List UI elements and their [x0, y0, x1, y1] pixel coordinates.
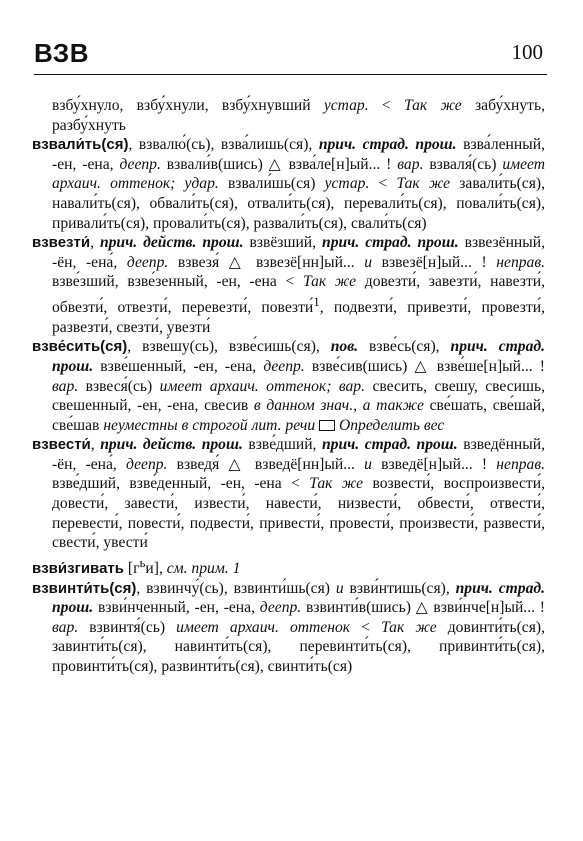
- entry-text: вар.: [52, 618, 79, 636]
- entry-text: , взве́шу(сь), взве́сишь(ся),: [127, 338, 331, 356]
- entry-text: взва́ленный, -ен, -ена,: [52, 136, 545, 173]
- entry-text: деепр.: [126, 253, 169, 271]
- entry-text: прич. действ. прош.: [100, 436, 243, 454]
- entry-text: взве́сь(ся),: [358, 338, 451, 356]
- entry-text: довезти́, завезти́, навезти́, обвезти́, отвезти́, перевезти́, повезти́: [52, 273, 546, 317]
- entry-text: забу́хнуть, разбу́хнуть: [52, 97, 546, 134]
- entry-text: взвали́шь(ся): [218, 175, 325, 193]
- entry-text: Так же: [309, 475, 364, 493]
- headword: взве́сить(ся): [32, 338, 128, 356]
- entry-vzvizgivat: [32, 553, 545, 579]
- entry-text: и: [335, 579, 344, 597]
- entry-text: вар.: [52, 377, 79, 395]
- entry-text: прич. страд. прош.: [321, 436, 458, 454]
- entry-text: возвести́, воспроизвести́, довести́, завести́, извести́, навести́, низвести́, обвести́, отвести́, перевести́, повести́, подвести́, привести́, провести́, произвести́, развести́, свести́, увести́: [52, 475, 545, 552]
- entry-text: и],: [145, 560, 167, 578]
- entry-text: имеет архаич. оттенок: [176, 618, 351, 636]
- entry-text: взвёзший,: [243, 234, 323, 252]
- entry-text: взве́шенный, -ен, -ена,: [93, 357, 264, 375]
- entry-text: имеет архаич. оттенок; удар.: [52, 155, 545, 193]
- page-header: [34, 38, 543, 74]
- entry-text: деепр.: [126, 455, 168, 473]
- entry-text: , взвинчу́(сь), взвинти́шь(ся): [136, 579, 336, 597]
- square-box-icon: [319, 420, 335, 431]
- entry-text: <: [368, 97, 405, 114]
- entry-text: <: [350, 618, 382, 636]
- entry-text: ,: [90, 234, 100, 252]
- entry-text: см. прим. 1: [166, 560, 241, 578]
- entry-text: взве́сив(шись) △ взве́ше[н]ый... !: [304, 357, 545, 375]
- entry-text: взвеся́(сь): [78, 377, 160, 395]
- entry-text: взвинти́в(шись) △ взви́нче[н]ый... !: [301, 599, 545, 617]
- entry-text: пов.: [330, 338, 359, 356]
- entry-text: взви́нченный, -ен, -ена,: [93, 599, 260, 617]
- entry-text: прич. действ. прош.: [99, 234, 244, 252]
- entry-text: прич. страд. прош.: [322, 234, 459, 252]
- entry-text: Так же: [396, 175, 451, 193]
- headword: взвали́ть(ся): [32, 136, 129, 154]
- entry-text: взбу́хнуло, взбу́хнули, взбу́хнувший: [52, 97, 324, 114]
- entry-text: , взвалю́(сь), взва́лишь(ся),: [128, 136, 319, 154]
- entry-text: неуместны в строгой лит. речи: [103, 416, 316, 434]
- headword: взвинти́ть(ся): [32, 579, 137, 597]
- entry-vzvesit: [32, 337, 545, 435]
- entry-text: деепр.: [263, 357, 305, 375]
- entry-text: взве́дший,: [242, 436, 322, 454]
- entry-text: и: [364, 455, 372, 473]
- entry-text: деепр.: [119, 155, 161, 173]
- entry-text: вар.: [397, 155, 424, 173]
- entry-vzvezti: [32, 233, 545, 337]
- header-rule: [34, 74, 547, 75]
- entry-text: взви́нтишь(ся),: [343, 579, 456, 597]
- entry-text: взвезё[н]ый... !: [372, 253, 497, 271]
- headword: взвести́: [32, 436, 91, 454]
- entry-text: Так же: [404, 97, 462, 114]
- entry-text: прич. страд. прош.: [318, 136, 457, 154]
- entry-text: устар.: [323, 97, 369, 114]
- dictionary-entries: [32, 96, 545, 677]
- entry-text: прич. страд. прош.: [52, 579, 545, 617]
- entry-text: Так же: [302, 273, 357, 291]
- entry-vzvalit: [32, 135, 545, 233]
- guide-word: ВЗВ: [34, 38, 89, 68]
- entry-text: свесить, свешу, свесишь, свешенный, -ен, -ена, свесив: [52, 377, 545, 415]
- entry-text: взведённый, -ён, -ена́,: [52, 436, 545, 473]
- entry-text: [г: [123, 560, 140, 578]
- entry-text: взве́дший, взве́денный, -ен, -ена <: [52, 475, 310, 493]
- entry-text: <: [369, 175, 397, 193]
- entry-text: взвинтя́(сь): [78, 618, 177, 636]
- entry-text: имеет архаич. оттенок; вар.: [159, 377, 366, 395]
- entry-text: и: [364, 253, 373, 271]
- entry-text: ,: [90, 436, 101, 454]
- entry-vzvintit: [32, 579, 545, 677]
- headword: взви́згивать: [32, 560, 124, 578]
- entry-text: взвали́в(шись) △ взва́ле[н]ый... !: [160, 155, 398, 173]
- entry-vzvesti: [32, 435, 545, 553]
- entry-text: неправ.: [496, 455, 545, 473]
- entry-text: взваля́(сь): [423, 155, 503, 173]
- entry-text: взведя́ △ взведё[нн]ый...: [167, 455, 365, 473]
- entry-text: в данном знач., а также: [253, 397, 424, 415]
- superscript: 1: [313, 293, 320, 309]
- entry-text: взвезя́ △ взвезё[нн]ый...: [168, 253, 365, 271]
- entry-text: Определить вес: [338, 416, 445, 434]
- entry-text: неправ.: [496, 253, 546, 271]
- page-number: 100: [511, 40, 543, 64]
- superscript: ь: [139, 554, 146, 570]
- entry-text: взведё[н]ый... !: [371, 455, 497, 473]
- entry-text: прич. страд. прош.: [52, 338, 545, 375]
- entry-text: Так же: [381, 618, 437, 636]
- entry-text: завали́ть(ся), навали́ть(ся), обвали́ть(ся), отвали́ть(ся), перевали́ть(ся), повали́ть(ся), привали́ть(ся), провали́ть(ся), развали́ть(ся), свали́ть(ся): [52, 175, 545, 232]
- entry-text: довинти́ть(ся), завинти́ть(ся), навинти́ть(ся), перевинти́ть(ся), привинти́ть(ся), провинти́ть(ся), развинти́ть(ся), свинти́ть(ся): [52, 618, 545, 675]
- entry-text: устар.: [324, 175, 370, 193]
- entry-text: взве́зший, взве́зенный, -ен, -ена <: [52, 273, 303, 291]
- headword: взвезти́: [32, 234, 91, 252]
- entry-text: , подвезти́, привезти́, провезти́, развезти́, свезти́, увезти́: [52, 299, 546, 336]
- entry-text: све́шать, све́шай, све́шав: [52, 397, 545, 434]
- entry-text: деепр.: [259, 599, 302, 617]
- entry-vzbukhnut-cont: [32, 96, 545, 135]
- entry-text: взвезённый, -ён, -ена́,: [52, 234, 545, 271]
